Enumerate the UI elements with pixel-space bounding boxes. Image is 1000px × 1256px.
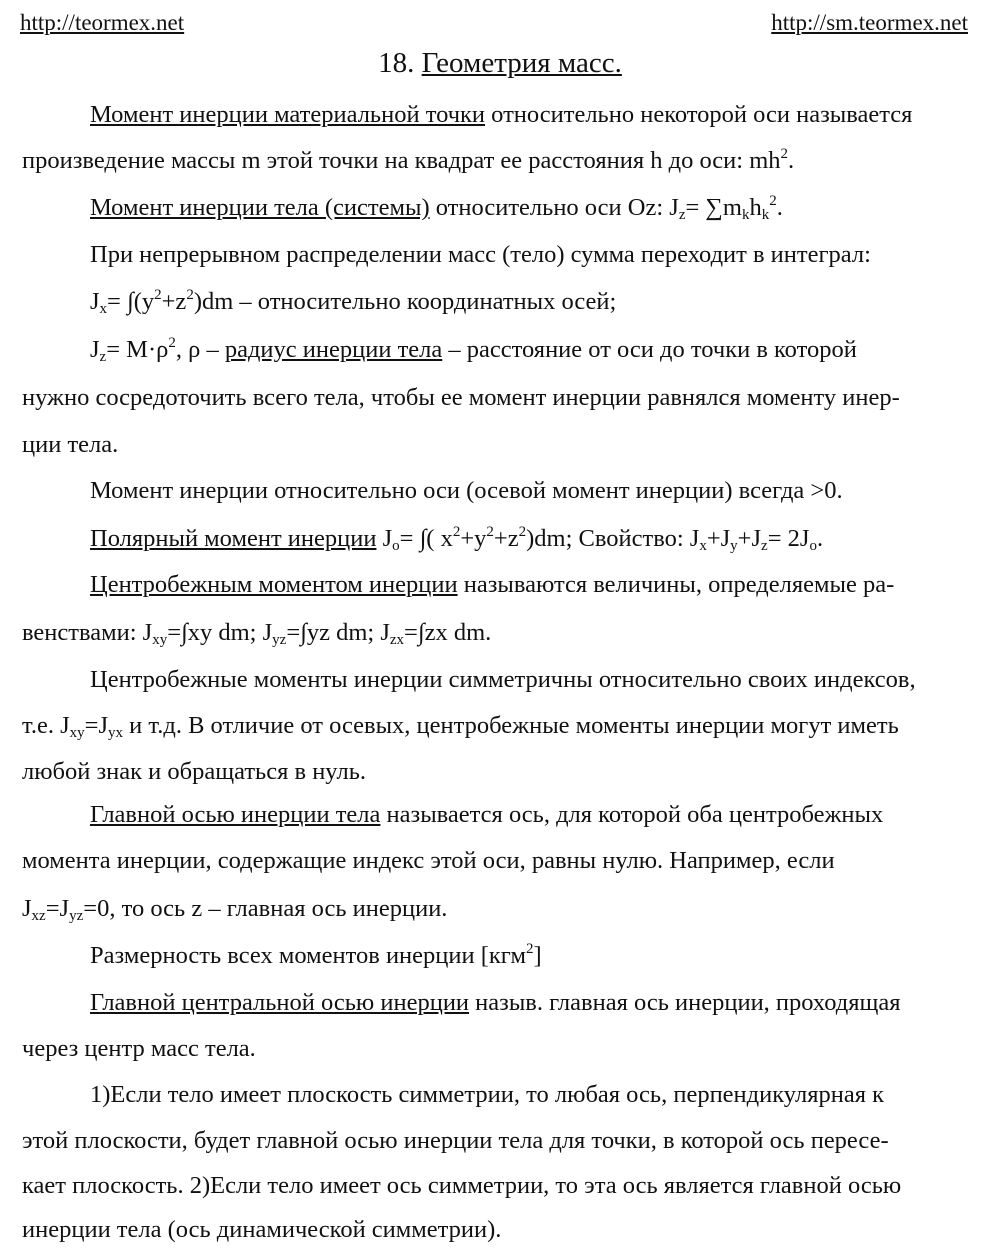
sub: y [730,538,738,554]
text: J [90,288,100,315]
sub: k [761,207,770,223]
sub: yz [69,908,84,924]
text: = ∫(y [107,288,155,315]
paragraph-8-line-2 [22,610,978,656]
sub: o [809,538,817,554]
sup: 2 [780,146,789,162]
paragraph-5-line-1 [22,327,978,373]
text: J [376,525,393,552]
sub: x [99,301,108,317]
page-title: 18. Геометрия масс. [378,47,622,79]
text: +J [737,525,762,552]
text: J [22,895,32,922]
sup: 2 [154,287,162,303]
text: J [90,336,100,363]
text: +z [493,525,519,552]
term-principal-axis: Главной осью инерции тела [90,801,381,828]
text: относительно некоторой оси называется [485,101,913,128]
term-polar-moment: Полярный момент инерции [90,525,377,552]
sub: x [699,538,707,554]
sup: 2 [486,524,494,540]
text: любой знак и обращаться в нуль. [22,758,367,785]
paragraph-2 [22,185,978,231]
text: называется ось, для которой оба центробежных [380,801,884,828]
text: венствами: J [22,619,153,646]
text: – расстояние от оси до точки в которой [442,336,857,363]
term-centrifugal-moment: Центробежным моментом инерции [90,571,458,598]
text: нужно сосредоточить всего тела, чтобы ее момент инерции равнялся моменту инер- [22,384,900,411]
sub: yz [272,632,287,648]
sup: 2 [526,941,534,957]
text: 1)Если тело имеет плоскость симметрии, то любая ось, перпендикулярная к [90,1081,885,1108]
paragraph-10-line-1 [22,792,978,838]
paragraph-13-line-4 [22,1207,978,1253]
text: =J [45,895,70,922]
text: = M·ρ [106,336,169,363]
header-link-left[interactable]: http://teormex.net [20,10,185,35]
sub: zx [389,632,405,648]
sub: z [761,538,768,554]
text: =∫zx dm. [404,619,492,646]
sub: xz [31,908,46,924]
sub: yx [108,725,124,741]
text: ] [533,942,542,969]
paragraph-7 [22,516,978,562]
paragraph-10-line-3 [22,886,978,932]
text: . [788,147,795,174]
header-link-right[interactable]: http://sm.teormex.net [771,10,968,35]
text: =J [84,712,109,739]
text: через центр масс тела. [22,1035,256,1062]
title-number: 18 [378,47,408,79]
text: +J [706,525,731,552]
text: называются величины, определяемые ра- [457,571,895,598]
sub: o [392,538,400,554]
term-point-moment: Момент инерции материальной точки [90,101,486,128]
paragraph-12-line-1 [22,980,978,1026]
text: Размерность всех моментов инерции [кгм [90,942,527,969]
text: +y [460,525,487,552]
term-body-moment: Момент инерции тела (системы) [90,194,430,221]
sub: z [678,207,686,223]
term-radius-gyration: радиус инерции тела [224,336,443,363]
sup: 2 [186,287,194,303]
text: = 2J [767,525,810,552]
paragraph-11 [22,933,978,979]
paragraph-13-line-3 [22,1163,978,1209]
sup: 2 [769,193,777,209]
text: Центробежные моменты инерции симметричны относительно своих индексов, [90,666,916,693]
text: и т.д. В отличие от осевых, центробежные моменты инерции могут иметь [123,712,899,739]
text: +z [161,288,187,315]
text: h [749,194,762,221]
text: = ∫( x [399,525,453,552]
paragraph-9-line-1 [22,657,978,703]
paragraph-5-line-3 [22,422,978,468]
text: кает плоскость. 2)Если тело имеет ось симметрии, то эта ось является главной осью [22,1172,902,1199]
sub: z [99,349,107,365]
paragraph-1-line-2 [22,138,978,184]
paragraph-9-line-3 [22,749,978,795]
sup: 2 [168,335,176,351]
text: этой плоскости, будет главной осью инерции тела для точки, в которой ось пересе- [22,1127,889,1154]
text: Момент инерции относительно оси (осевой момент инерции) всегда >0. [90,477,843,504]
text: инерции тела (ось динамической симметрии). [22,1216,502,1243]
paragraph-9-line-2 [22,703,978,749]
title-text: Геометрия масс. [421,47,622,79]
text: = ∑m [685,194,742,221]
sub: k [741,207,750,223]
text: . [776,194,783,221]
paragraph-3 [22,232,978,278]
text: )dm; Свойство: J [526,525,700,552]
text: . [816,525,824,552]
paragraph-6 [22,468,978,514]
text: относительно оси Oz: J [429,194,679,221]
text: =∫xy dm; J [167,619,273,646]
text: =0, то ось z – главная ось инерции. [83,895,448,922]
term-principal-central-axis: Главной центральной осью инерции [90,989,470,1016]
paragraph-4 [22,279,978,325]
paragraph-12-line-2 [22,1026,978,1072]
text: )dm – относительно координатных осей; [193,288,617,315]
sub: xy [69,725,85,741]
sup: 2 [518,524,527,540]
paragraph-8-line-1 [22,562,978,608]
text: произведение массы m этой точки на квадрат ее расстояния h до оси: mh [22,147,781,174]
text: , ρ – [175,336,225,363]
sub: xy [152,632,168,648]
text: назыв. главная ось инерции, проходящая [469,989,901,1016]
sup: 2 [452,524,461,540]
text: ции тела. [22,431,119,458]
paragraph-10-line-2 [22,838,978,884]
text: т.е. J [22,712,70,739]
paragraph-13-line-1 [22,1072,978,1118]
paragraph-13-line-2 [22,1118,978,1164]
text: момента инерции, содержащие индекс этой оси, равны нулю. Например, если [22,847,835,874]
paragraph-5-line-2 [22,375,978,421]
text: При непрерывном распределении масс (тело) сумма переходит в интеграл: [90,241,871,268]
text: =∫yz dm; J [286,619,390,646]
paragraph-1-line-1 [22,92,978,138]
